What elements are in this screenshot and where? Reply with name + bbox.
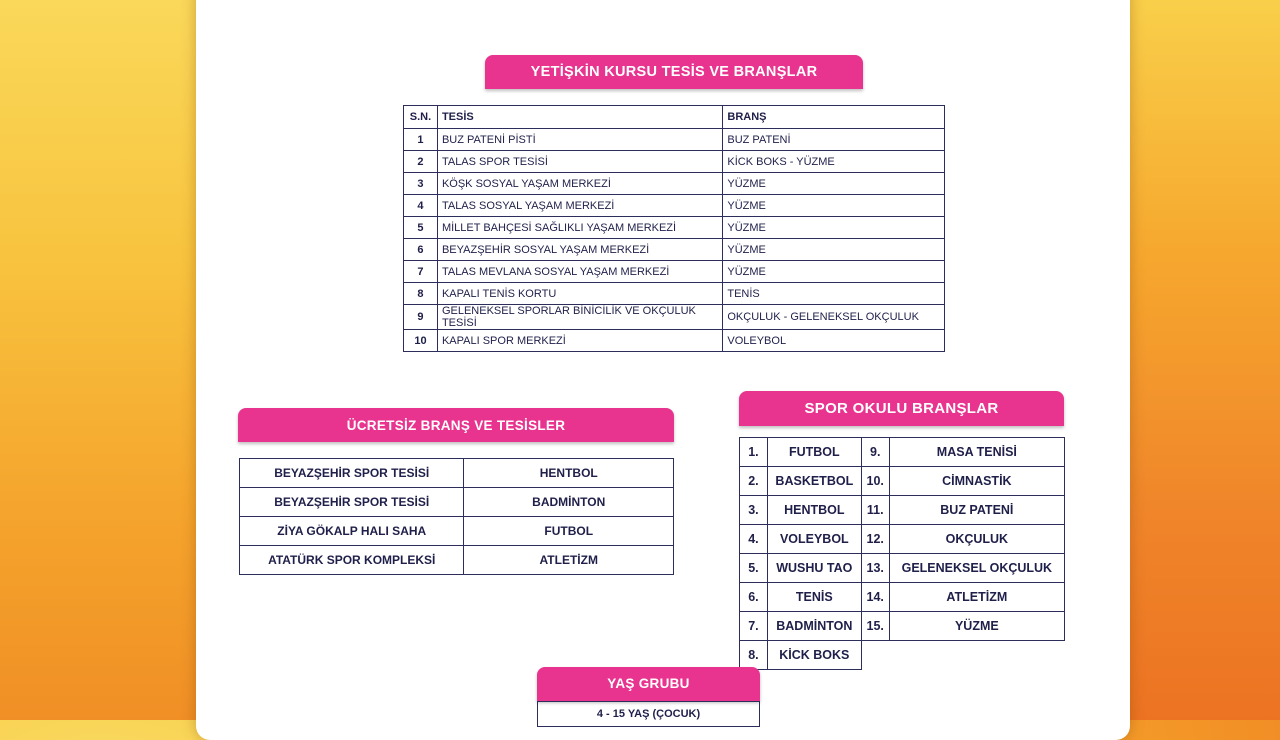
row-number: 6 — [404, 239, 438, 261]
branch-cell: VOLEYBOL — [723, 330, 945, 352]
table-row — [404, 151, 945, 173]
facility-cell: KAPALI SPOR MERKEZİ — [437, 330, 722, 352]
header-sn: S.N. — [404, 106, 438, 129]
branch-name: BUZ PATENİ — [889, 496, 1064, 525]
row-number: 2 — [404, 151, 438, 173]
table-row — [240, 546, 674, 575]
row-number: 9 — [404, 305, 438, 330]
row-number: 4 — [404, 195, 438, 217]
age-group-table — [537, 701, 760, 727]
table-row — [404, 173, 945, 195]
row-number: 10 — [404, 330, 438, 352]
table-row — [538, 702, 760, 727]
branch-number: 13. — [861, 554, 889, 583]
row-number: 8 — [404, 283, 438, 305]
branch-cell: FUTBOL — [464, 517, 674, 546]
branch-cell: ATLETİZM — [464, 546, 674, 575]
facility-cell: ZİYA GÖKALP HALI SAHA — [240, 517, 464, 546]
branch-number: 2. — [740, 467, 768, 496]
branch-number: 9. — [861, 438, 889, 467]
table-row — [740, 583, 1065, 612]
facility-cell: KÖŞK SOSYAL YAŞAM MERKEZİ — [437, 173, 722, 195]
branch-cell: KİCK BOKS - YÜZME — [723, 151, 945, 173]
branch-cell: YÜZME — [723, 261, 945, 283]
branch-cell: HENTBOL — [464, 459, 674, 488]
age-group-title: YAŞ GRUBU — [537, 667, 760, 701]
table-row — [404, 305, 945, 330]
table-row — [404, 217, 945, 239]
empty-cell — [861, 641, 1064, 670]
branch-name: WUSHU TAO — [767, 554, 861, 583]
table-row — [240, 488, 674, 517]
table-row — [240, 459, 674, 488]
facility-cell: KAPALI TENİS KORTU — [437, 283, 722, 305]
adult-course-table — [403, 105, 945, 352]
header-facility: TESİS — [437, 106, 722, 129]
table-row — [404, 261, 945, 283]
branch-number: 7. — [740, 612, 768, 641]
table-row — [240, 517, 674, 546]
branch-name: FUTBOL — [767, 438, 861, 467]
branch-cell: BUZ PATENİ — [723, 129, 945, 151]
branch-name: YÜZME — [889, 612, 1064, 641]
row-number: 5 — [404, 217, 438, 239]
branch-name: MASA TENİSİ — [889, 438, 1064, 467]
branch-name: CİMNASTİK — [889, 467, 1064, 496]
table-row — [404, 195, 945, 217]
table-row — [740, 554, 1065, 583]
branch-name: BADMİNTON — [767, 612, 861, 641]
background-left — [0, 0, 200, 720]
sport-school-table — [739, 437, 1065, 670]
branch-cell: YÜZME — [723, 217, 945, 239]
branch-name: TENİS — [767, 583, 861, 612]
table-row — [740, 525, 1065, 554]
table-row — [740, 612, 1065, 641]
facility-cell: TALAS SOSYAL YAŞAM MERKEZİ — [437, 195, 722, 217]
free-branches-title: ÜCRETSİZ BRANŞ VE TESİSLER — [238, 408, 674, 442]
branch-number: 1. — [740, 438, 768, 467]
table-row — [740, 641, 1065, 670]
table-row — [404, 239, 945, 261]
background-right — [1130, 0, 1280, 720]
row-number: 3 — [404, 173, 438, 195]
table-row — [404, 330, 945, 352]
branch-cell: BADMİNTON — [464, 488, 674, 517]
branch-number: 4. — [740, 525, 768, 554]
facility-cell: MİLLET BAHÇESİ SAĞLIKLI YAŞAM MERKEZİ — [437, 217, 722, 239]
facility-cell: BUZ PATENİ PİSTİ — [437, 129, 722, 151]
facility-cell: TALAS SPOR TESİSİ — [437, 151, 722, 173]
branch-number: 8. — [740, 641, 768, 670]
facility-cell: TALAS MEVLANA SOSYAL YAŞAM MERKEZİ — [437, 261, 722, 283]
branch-number: 10. — [861, 467, 889, 496]
branch-number: 14. — [861, 583, 889, 612]
branch-cell: YÜZME — [723, 173, 945, 195]
free-branches-table — [239, 458, 674, 575]
branch-name: KİCK BOKS — [767, 641, 861, 670]
table-row — [740, 467, 1065, 496]
branch-cell: TENİS — [723, 283, 945, 305]
branch-number: 12. — [861, 525, 889, 554]
branch-number: 11. — [861, 496, 889, 525]
header-branch: BRANŞ — [723, 106, 945, 129]
age-range-cell: 4 - 15 YAŞ (ÇOCUK) — [538, 702, 760, 727]
branch-name: VOLEYBOL — [767, 525, 861, 554]
table-header-row — [404, 106, 945, 129]
row-number: 1 — [404, 129, 438, 151]
facility-cell: BEYAZŞEHİR SOSYAL YAŞAM MERKEZİ — [437, 239, 722, 261]
branch-name: ATLETİZM — [889, 583, 1064, 612]
facility-cell: ATATÜRK SPOR KOMPLEKSİ — [240, 546, 464, 575]
table-row — [740, 496, 1065, 525]
facility-cell: BEYAZŞEHİR SPOR TESİSİ — [240, 459, 464, 488]
adult-course-title: YETİŞKİN KURSU TESİS VE BRANŞLAR — [485, 55, 863, 89]
table-row — [404, 129, 945, 151]
branch-cell: YÜZME — [723, 195, 945, 217]
branch-name: BASKETBOL — [767, 467, 861, 496]
row-number: 7 — [404, 261, 438, 283]
branch-cell: OKÇULUK - GELENEKSEL OKÇULUK — [723, 305, 945, 330]
branch-name: OKÇULUK — [889, 525, 1064, 554]
branch-name: HENTBOL — [767, 496, 861, 525]
sport-school-title: SPOR OKULU BRANŞLAR — [739, 391, 1064, 426]
branch-number: 3. — [740, 496, 768, 525]
branch-cell: YÜZME — [723, 239, 945, 261]
table-row — [740, 438, 1065, 467]
branch-number: 6. — [740, 583, 768, 612]
branch-name: GELENEKSEL OKÇULUK — [889, 554, 1064, 583]
branch-number: 15. — [861, 612, 889, 641]
facility-cell: BEYAZŞEHİR SPOR TESİSİ — [240, 488, 464, 517]
branch-number: 5. — [740, 554, 768, 583]
table-row — [404, 283, 945, 305]
facility-cell: GELENEKSEL SPORLAR BİNİCİLİK VE OKÇULUK TESİSİ — [437, 305, 722, 330]
